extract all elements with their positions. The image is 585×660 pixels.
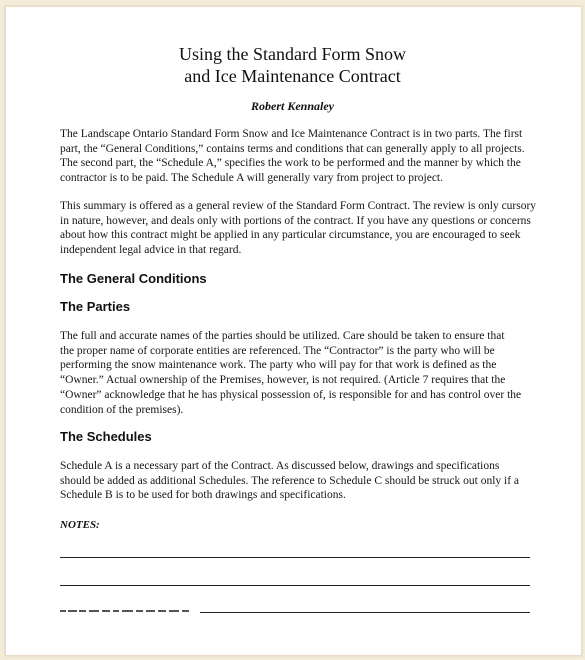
parties-line: The full and accurate names of the parties should be utilized. Care should be taken to ensure that bbox=[60, 330, 505, 342]
cut-off-text-fragment bbox=[60, 607, 200, 612]
notes-label: NOTES: bbox=[60, 519, 100, 531]
notes-rule-3 bbox=[200, 612, 530, 613]
schedules-line: Schedule A is a necessary part of the Contract. As discussed below, drawings and specifications bbox=[60, 460, 500, 472]
parties-line: “Owner” acknowledge that he has physical possession of, is responsible for and has control over the bbox=[60, 388, 522, 401]
heading-parties: The Parties bbox=[60, 299, 131, 314]
schedules-paragraph bbox=[60, 459, 530, 503]
parties-paragraph bbox=[60, 329, 530, 417]
document-title-line-2: and Ice Maintenance Contract bbox=[184, 66, 401, 86]
parties-line: condition of the premises). bbox=[60, 403, 184, 416]
cut-off-text-glyphs bbox=[60, 609, 200, 612]
intro-line: contractor is to be paid. The Schedule A will generally vary from project to project. bbox=[60, 172, 444, 185]
heading-schedules: The Schedules bbox=[60, 429, 152, 444]
summary-line: about how this contract might be applied in any particular circumstance, you are encouraged to seek bbox=[60, 229, 521, 242]
schedules-line: Schedule B is to be used for both drawings and specifications. bbox=[60, 489, 346, 502]
parties-line: “Owner.” Actual ownership of the Premises, however, is not required. (Article 7 requires that the bbox=[60, 374, 506, 387]
summary-line: independent legal advice in that regard. bbox=[60, 244, 242, 257]
heading-general-conditions: The General Conditions bbox=[60, 271, 207, 286]
document-title-line-1: Using the Standard Form Snow bbox=[179, 44, 406, 64]
summary-line: in nature, however, and deals only with portions of the contract. If you have any questions or concerns bbox=[60, 214, 531, 227]
schedules-line: should be added as additional Schedules. The reference to Schedule C should be struck out only if a bbox=[60, 474, 520, 487]
summary-paragraph bbox=[60, 199, 537, 258]
notes-rule-2 bbox=[60, 585, 530, 586]
parties-line: performing the snow maintenance work. The party who will pay for that work is defined as the bbox=[60, 359, 497, 372]
intro-line: The Landscape Ontario Standard Form Snow and Ice Maintenance Contract is in two parts. The first bbox=[60, 128, 523, 140]
notes-rule-1 bbox=[60, 557, 530, 558]
intro-paragraph bbox=[60, 127, 530, 186]
intro-line: part, the “General Conditions,” contains terms and conditions that can generally apply to all projects. bbox=[60, 142, 525, 155]
document-author: Robert Kennaley bbox=[251, 99, 334, 113]
intro-line: The second part, the “Schedule A,” specifies the work to be performed and the manner by which the bbox=[60, 157, 521, 170]
parties-line: the proper name of corporate entities are referenced. The “Contractor” is the party who will be bbox=[60, 344, 495, 357]
summary-line: This summary is offered as a general review of the Standard Form Contract. The review is only cursory bbox=[60, 200, 537, 212]
